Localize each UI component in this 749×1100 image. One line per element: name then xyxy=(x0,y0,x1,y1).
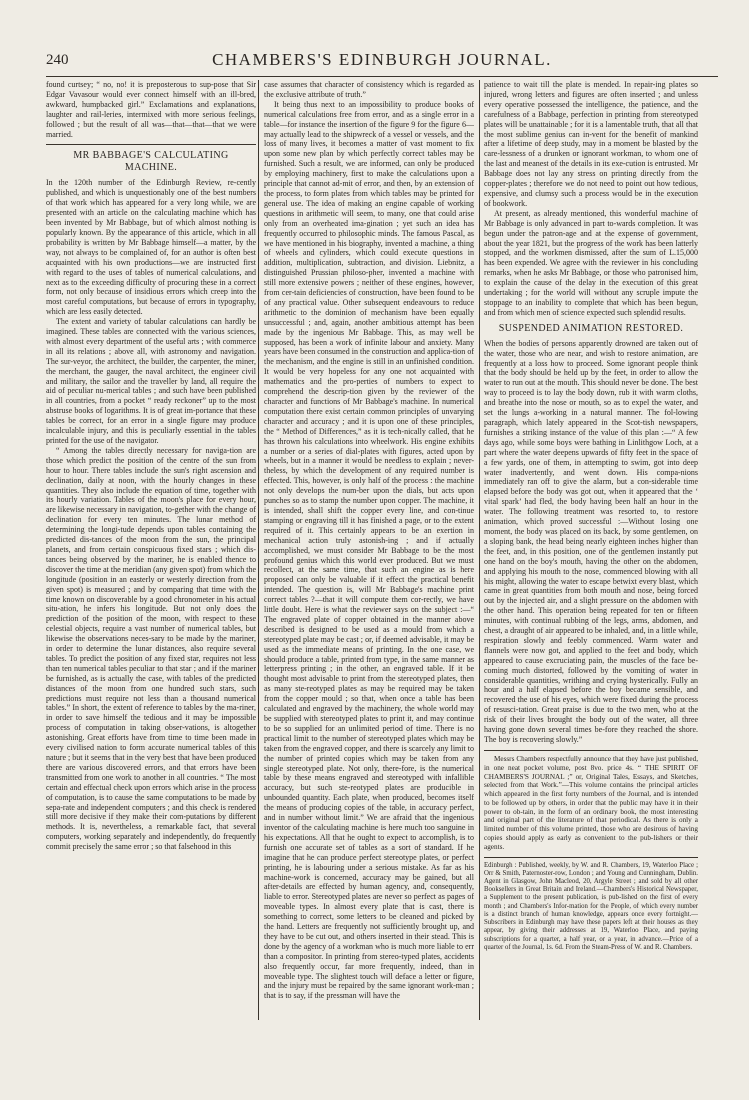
column-divider-left xyxy=(258,80,259,1020)
article-heading-babbage: MR BABBAGE'S CALCULATING MACHINE. xyxy=(73,150,229,174)
article-separator xyxy=(46,144,256,145)
page-header xyxy=(46,50,718,76)
publisher-imprint: Edinburgh : Published, weekly, by W. and R. Chambers, 19, Waterloo Place ; Orr & Smith, Paternoster-row, London ; and Young and Cunningham, Dublin. Agent in Glasgow, John Macleod, 20, Argyle Street ; and sold by all other Booksellers in Great Britain and Ireland.—Chambers's Historical Newspaper, a Supplement to the present publication, is pub-lished on the first of every month ; and Chambers's Infor-mation for the People, of which every number is a distinct branch of human knowledge, appears once every fortnight.— Subscribers in Edinburgh may have these papers left at their houses as they appear, by giving their addresses at 19, Waterloo Place, and paying subscriptions for a quarter, a half year, or a year, in advance.—Price of a quarter of the Journal, 1s. 6d. From the Steam-Press of W. and R. Chambers. xyxy=(484,861,698,951)
advert-separator xyxy=(484,750,698,751)
journal-title: CHAMBERS'S EDINBURGH JOURNAL. xyxy=(212,50,552,69)
column-divider-right xyxy=(479,80,480,1020)
animation-paragraph: When the bodies of persons apparently drowned are taken out of the water, those who are near, and wish to restore animation, are frequently at a loss how to proceed. Some ignorant people think that the body should be held up by the feet, in order to allow the water to run out at the mouth. This should never be done. The best way to proceed is to lay the body down, rub it with warm cloths, and breathe into the nose or mouth, so as to expel the water, and set the lungs a-working in a natural manner. The fol-lowing paragraph, which lately appeared in the Scot-tish newspapers, furnishes a striking instance of the value of this plan :—“ A few days ago, while some boys were bathing in Linlithgow Loch, at a part where the water deepens upwards of fifty feet in the space of a few yards, one of them, in attempting to swim, got into deep water inadvertently, and went down. His compa-nions immediately ran off to give the alarm, but a con-siderable time elapsed before the body was got out, when it appeared that the ‘ vital spark’ had fled, the body having been half an hour in the water. The following treatment was resorted to, to restore animation, which proved successful :—Without losing one moment, the body was placed on its back, by some gentlemen, on a sloping bank, the head being nearly eighteen inches higher than the feet, and, in this position, one of the gentlemen instantly put one hand on the boy's mouth, having the other on the abdomen, and applying his mouth to the nose, commenced blowing with all his might, allowing the water to escape betwixt every blast, which came in great quantities from both mouth and nose, being forced out by the injected air, and a slight pressure on the abdomen with the other hand. This operation being repeated for ten or fifteen minutes, with continual rubbing of the legs, arms, abdomen, and chest, a draught of air appeared to be inhaled, and, in a little while, respiration slowly and feebly commenced. Warm water and flannels were now got, and applied to the feet and body, which appeared to cause excruciating pain, the muscles of the face be-coming much distorted, followed by the vomiting of water in considerable quantities, writhing and crying hysterically. Fully an hour and a half elapsed before the boy became sensible, and recovered the use of his eyes, which were fixed during the process of resusci-tation. Great praise is due to the two men, who at the risk of their lives brought the body out of the water, all three having gone down several times be-fore they reached the shore. The boy is recovering slowly.” xyxy=(484,338,698,744)
babbage-paragraph-5: It being thus next to an impossibility to produce books of numerical calculations free from error, and as a single error in a table—for instance the insertion of the figure 9 for the figure 6—may actually lead to the shipwreck of a vessel or vessels, and the loss of many lives, it becomes a matter of vast moment to fix upon some new plan by which perfectly correct tables may be furnished. Such a result, we are informed, can only be produced by employing machinery, first to make the calculations upon a principle that cannot ad-mit of error, and then, by an extension of the process, to form plates from which tables may be printed for general use. The idea of making an engine capable of working questions in arithmetic will seem, to many, one that could arise only from an overheated ima-gination ; yet such an idea has frequently occurred to philosophic minds. The famous Pascal, as we have mentioned in his biography, invented a machine, a thing of wheels and cylinders, which could execute questions in addition, multiplication, subtraction, and division. Liebnitz, a distinguished Prussian philoso-pher, invented a machine with still more extensive powers ; neither of these engines, however, from cer-tain deficiencies of construction, have been found to be of any practical value. Other subsequent endeavours to reduce arithmetic to the dominion of mechanism have been equally unsuccessful ; and, again, another ambitious attempt has been made by the ingenious Mr Babbage. This, as may well be supposed, has been a work of infinite labour and anxiety. Many years have been consumed in the construction and applica-tion of the mechanism, and the engine is still in an unfinished condition. It would be very hopeless for any one not acquainted with mathematics and the pro-perties of numbers to expect to comprehend the descrip-tion given by the reviewer of the character and functions of Mr Babbage's machine. In numerical computation there exist certain common principles of unvarying character and accuracy ; and it is upon one of these principles, the “ Method of Differences,” as it is tech-nically called, that he has thrown his calculations into wheelwork. His engine exhibits a number or a series of dial-plates with figures, acted upon by wheels, but in a manner it would be needless to explain ; never-theless, by which the development of any required number is effected. This, however, is only half of the process : the machine not only develops the num-ber upon the dials, but acts upon punches so as to stamp the number upon copper. The machine, it is intended, shall shift the copper every line, and con-tinue stamping or engraving till it has finished a page, or to the extent required of it. This certainly appears to be an exertion in mechanical action truly astonish-ing ; and if actually accomplished, we must consider Mr Babbage to be the most profound genius which this world ever produced. But we must recollect, at the same time, that such an engine as is here proposed can only be valuable if it effect the practical benefit intended. The question is, will Mr Babbage's machine print correct tables ?—that it will compute them cor-rectly, we have little doubt. Here is what the reviewer says on the subject :—“ The engraved plate of copper obtained in the manner above described is designed to be used as a mould from which a stereotyped plate may be cast ; or, if deemed advisable, it may be used as the immediate means of printing. In the one case, we should produce a table, printed from type, in the same manner as letterpress printing ; in the other, an engraved table. If it be thought most advisable to print from the stereotyped plates, then as many ste-reotyped plates as may be required may be taken from the copper mould ; so that, when once a table has been calculated and engraved by the machinery, the whole world may be supplied with stereotyped plates to print it, and may continue to be so supplied for an unlimited period of time. There is no practical limit to the number of stereotyped plates which may be taken from the engraved copper, and there is scarcely any limit to the number of printed copies which may be taken from any single stereotyped plate. Not only, there-fore, is the numerical table by these means engraved and stereotyped with infallible accuracy, but such ste-reotyped plates are producible in unbounded quantity. Each plate, when produced, becomes itself the means of producing copies of the table, in accuracy perfect, and in number without limit.” We are afraid that the ingenious inventor of the calculating machine is here much too sanguine in his expectations. All that he ought to expect to accomplish, is to furnish one accurate set of tables as a sort of standard. If he imagine that he can produce perfect stereotype plates, or perfect printing, he is labouring under a serious mistake. As far as his machine-work is concerned, accuracy may be gained, but all after-details are effected by human agency, and, consequently, liable to error. Stereotyped plates are never so perfect as pages of moveable types. In almost every plate that is cast, there is something to correct, some letters to be cleaned and picked by the hand. Letters are frequently not sufficiently brought up, and they have to be cut out, and others inserted in their stead. This is done by the agency of a workman who is much more liable to err than a compositor. In printing from stereo-typed plates, accidents also frequently occur, far more frequently, indeed, than in moveable type. The slightest touch will deface a letter or figure, and the injury must be repaired by the same ignorant work-man ; that is to say, if the pressman will have the xyxy=(264,99,474,1001)
page-number: 240 xyxy=(46,52,69,68)
column-3 xyxy=(484,80,698,1020)
article-heading-animation: SUSPENDED ANIMATION RESTORED. xyxy=(498,322,684,334)
babbage-paragraph-2: The extent and variety of tabular calculations can hardly be imagined. These tables are connected with the various sciences, with almost every department of the useful arts ; with commerce in all its relations ; above all, with astronomy and navigation. The sur-veyor, the architect, the builder, the carpenter, the miner, the merchant, the gauger, the naval architect, the engineer civil and military, the sailor and the traveller by land, all require the aid of peculiar nu-merical tables ; and such have been published in all countries, from a pocket “ ready reckoner” up to the most abstruse books of logarithms. It is of great im-portance that these tables be correct, for an error in a single figure may produce incalculable injury, and this is peculiarly essential in the tables printed for the use of the navigator. xyxy=(46,317,256,445)
column-2 xyxy=(264,80,474,1020)
publisher-announcement: Messrs Chambers respectfully announce that they have just published, in one neat pocket volume, post 8vo. price 4s. “ THE SPIRIT OF CHAMBERS'S JOURNAL ;” or, Original Tales, Essays, and Sketches, selected from that Work.”—This volume contains the principal articles which appeared in the first forty numbers of the Journal, and is intended to be followed up by others, in order that the public may have it in their power to ob-tain, in the form of an ordinary book, the most interesting and original part of the literature of that periodical. As there is only a limited number of this volume printed, those who are desirous of having copies should apply as early as convenient to the pub-lishers or their agents. xyxy=(484,754,698,851)
babbage-paragraph-1: In the 120th number of the Edinburgh Review, re-cently published, and which is unquestionably one of the best numbers of that work which has appeared for a very long while, we are presented with an article on the calculating machine which has been invented by Mr Babbage, but of which almost nothing is popularly known. By the appearance of this article, which in all probability is written by Mr Babbage himself—a matter, by the way, not always to be complained of, for an author is often best acquainted with his own productions—we are instructed first with regard to the uses of tables of numerical calculations, and next as to the exceeding difficulty of procuring these in a correct form, not only because of insidious errors which creep into the most careful computations, but because of errors in typography, which are less easily detected. xyxy=(46,178,256,317)
babbage-paragraph-3: “ Among the tables directly necessary for naviga-tion are those which predict the position of the centre of the sun from hour to hour. There tables include the sun's right ascension and declination, daily at noon, with the hourly changes in these quantities. They also include the equation of time, together with its hourly variation. Tables of the moon's place for every hour, are likewise necessary in navigation, to-gether with the change of declination for every ten minutes. The lunar method of determining the longi-tude depends upon tables containing the predicted dis-tances of the moon from the sun, the principal planets, and from certain conspicuous fixed stars ; which dis-tances being observed by the mariner, he is enabled thence to discover the time at the meridian (any given spot) from which the longitude (position in an easterly or westerly direction from the given spot) is measured ; and by comparing that time with the time known on discoverable by a good chronometer in his actual situ-ation, he infers his longitude. But not only does the prediction of the position of the moon, with respect to these celestial objects, require a vast number of numerical tables, but likewise the observations neces-sary to be made by the mariner, in order to determine the lunar distances, also require several tables. To predict the position of any fixed star, requires not less than ten numerical tables peculiar to that star ; and if the mariner be furnished, as is actually the case, with tables of the predicted distances of the moon from one hundred such stars, such predictions must require not less than a thousand numerical tables.” In short, the extent of reference to tables by the ma-riner, in order to save himself the tedious and it may be impossible process of computation in taking obser-vations, is altogether astonishing. Great efforts have from time to time been made in every civilised nation to form accurate numerical tables of this nature ; but it seems that in the very best that have been produced there are various discovered errors, and that errors have been transmitted from one work to another in all countries. “ The most certain and effectual check upon errors which arise in the process of computation, is to cause the same computations to be made by sepa-rate and independent computers ; and this check is rendered still more decisive if they make their com-putations by different methods. It is, nevertheless, a remarkable fact, that several computers, working separately and independently, do frequently commit precisely the same error ; so that falsehood in this xyxy=(46,445,256,852)
babbage-paragraph-4: case assumes that character of consistency which is regarded as the exclusive attribute of truth.” xyxy=(264,80,474,99)
imprint-separator xyxy=(484,857,698,858)
column-1 xyxy=(46,80,256,1020)
story-ending-paragraph: found curtsey; “ no, no! it is preposterous to sup-pose that Sir Edgar Vavasour would ever connect himself with an ill-bred, awkward, humpbacked girl.” Exclamations and explanations, laughter and rail-leries, intermixed with more serious feelings, followed ; but the result of all was—that—that—that we were married. xyxy=(46,80,256,139)
babbage-paragraph-6: patience to wait till the plate is mended. In repair-ing plates so injured, wrong letters and figures are often inserted ; and unless every operative possessed the intelligence, the patience, and the carefulness of a Babbage, perfection in printing from stereotyped plates will be unattainable ; for it is a lamentable truth, that all that the most sublime genius can in-vent for the benefit of mankind after a lifetime of deep study, may in a moment be blasted by the care-lessness of a drunken or ignorant workman, to whom one of the last and meanest of the details in its exe-cution is entrusted. Mr Babbage does not lay any stress on printing directly from the copper-plates ; therefore we do not need to point out how tedious, expensive, and clumsy such a process would be in the execution of bookwork. xyxy=(484,80,698,208)
babbage-paragraph-7: At present, as already mentioned, this wonderful machine of Mr Babbage is only advanced in part to-wards completion. It was begun under the patron-age and at the expense of government, about the year 1821, but the progress of the work has been latterly stopped, and the workmen dismissed, after the sum of L.15,000 has been expended. We agree with the reviewer in his concluding remarks, when he asks Mr Babbage, or those who patronised him, to explain the cause of the delay in the execution of this great undertaking ; for the world will without any scruple impute the stoppage to an inability to complete that which has been begun, and from which men of science expected such splendid results. xyxy=(484,208,698,317)
header-rule xyxy=(46,76,718,77)
